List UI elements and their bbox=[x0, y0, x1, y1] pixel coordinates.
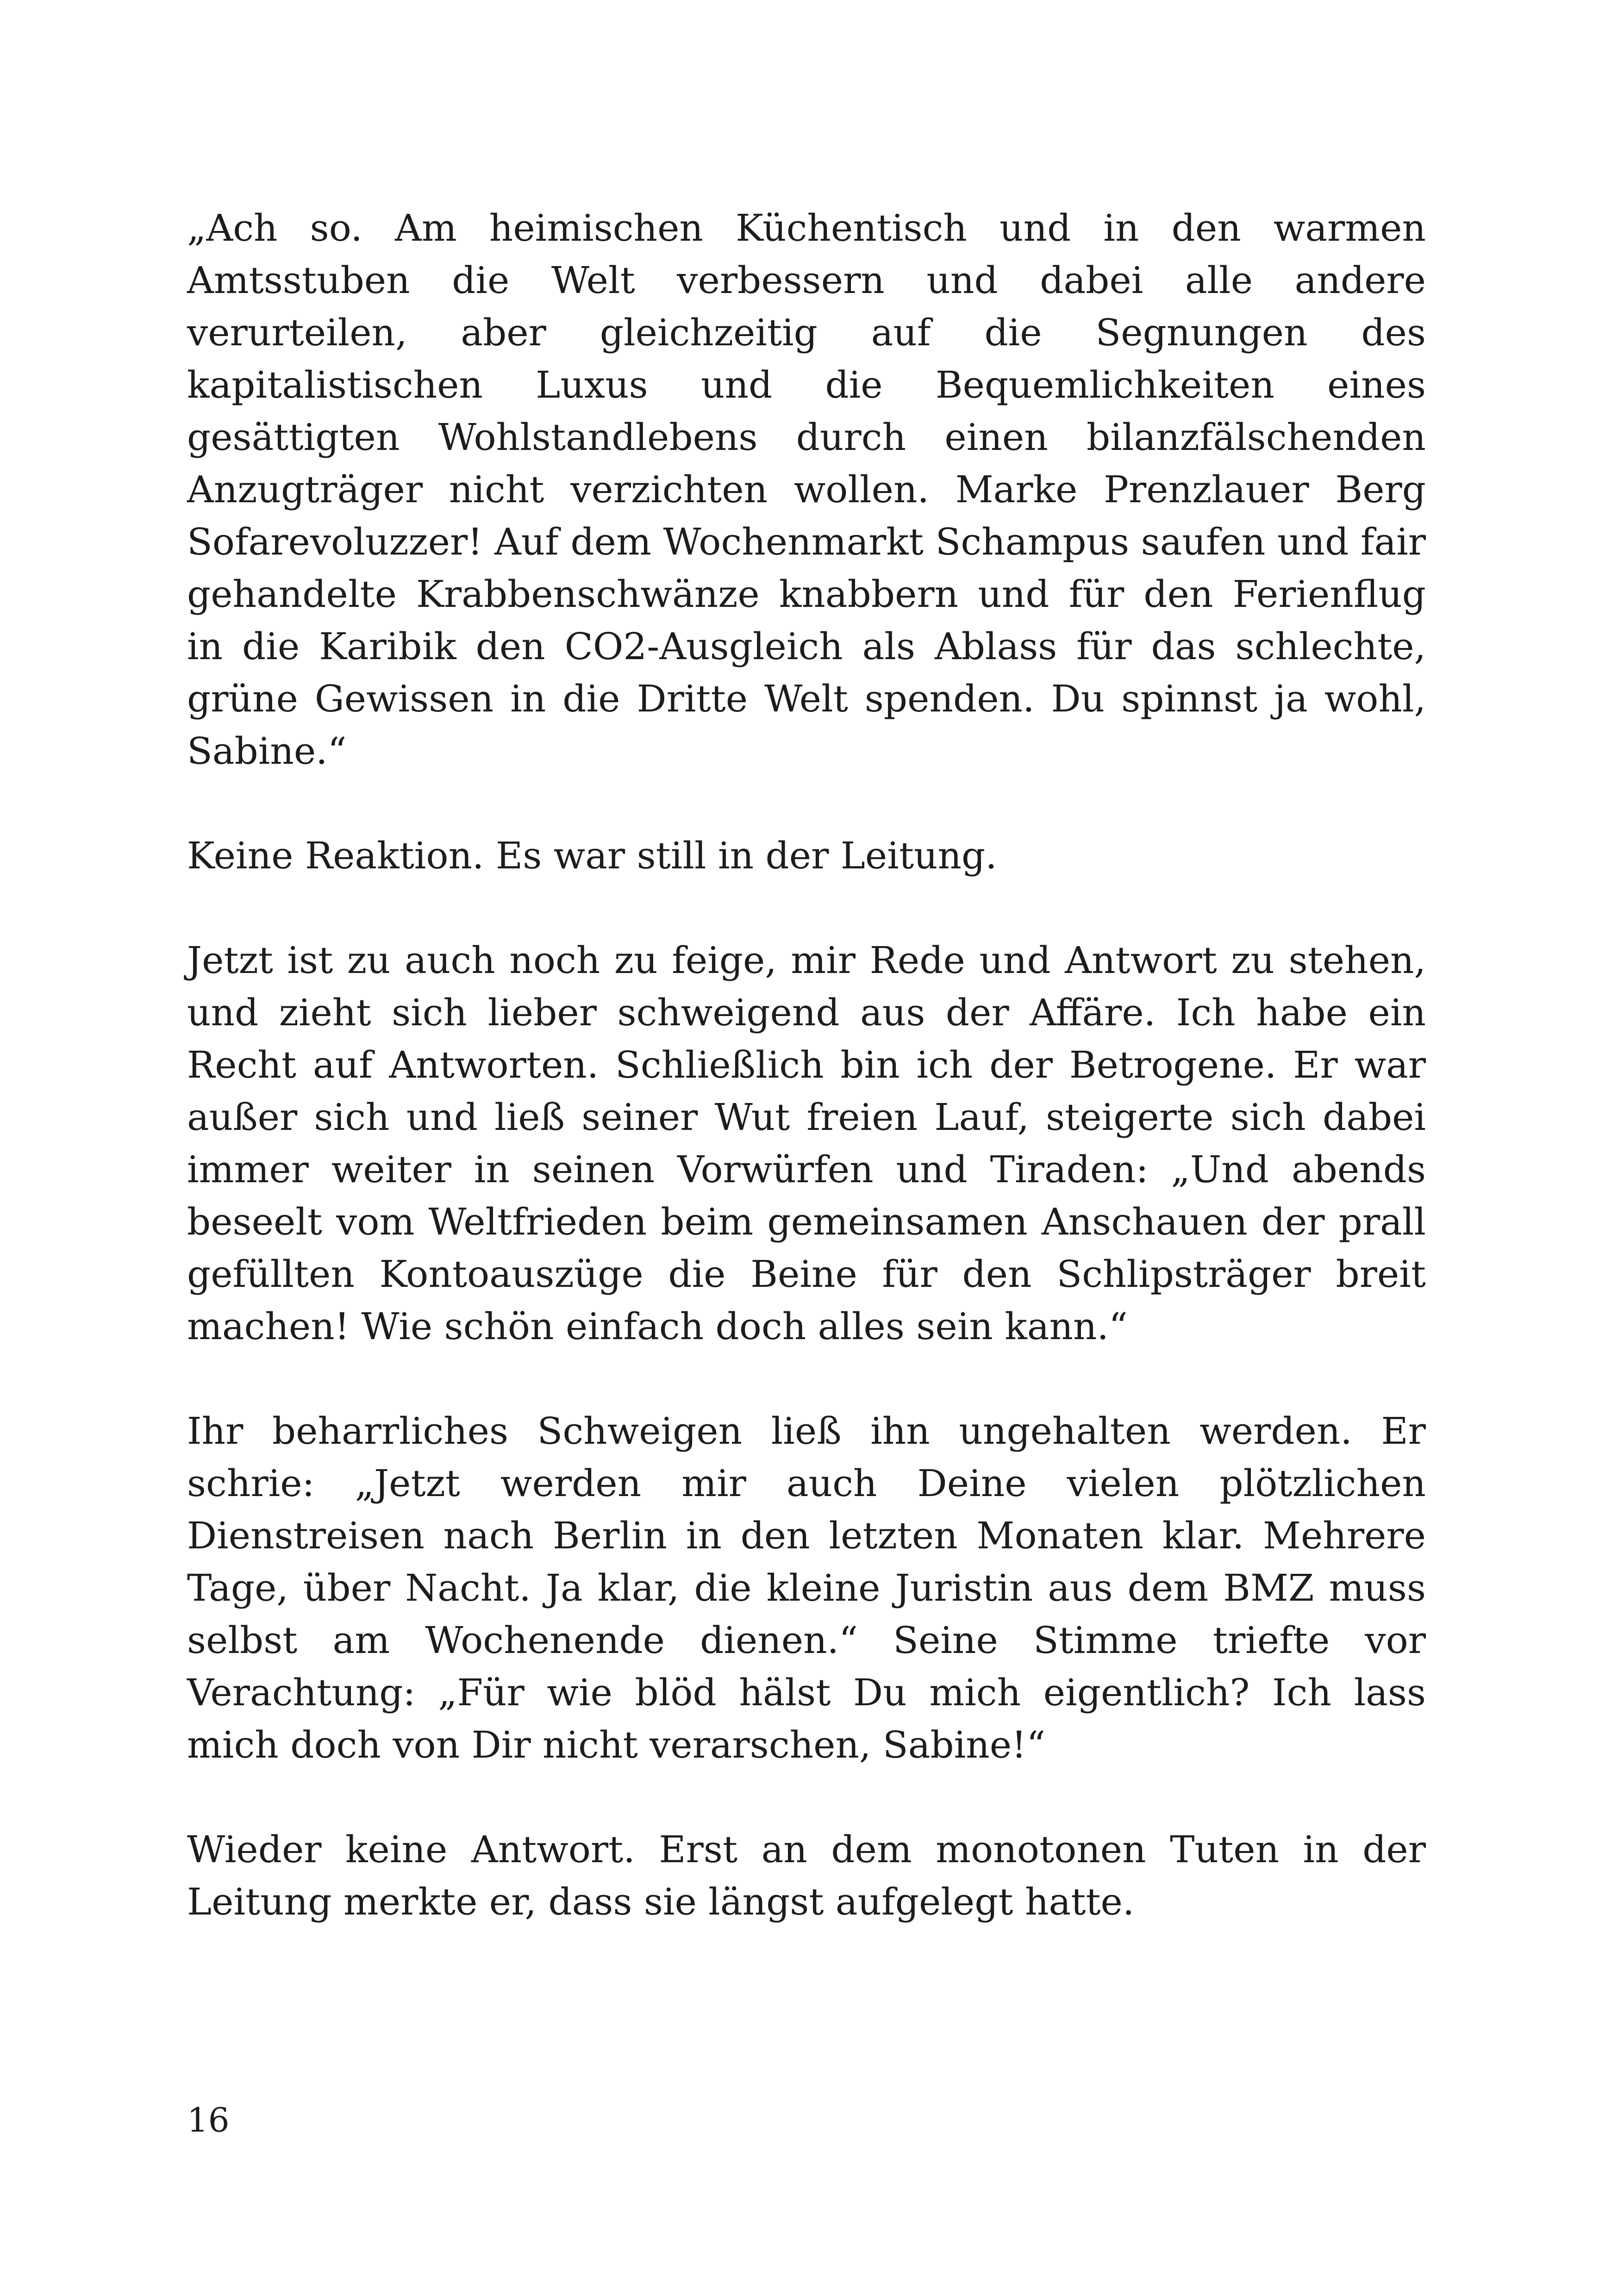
paragraph-3: Jetzt ist zu auch noch zu feige, mir Rede und Antwort zu stehen, und zieht sich lieber schweigend aus der Affäre. Ich habe ein Recht auf Antworten. Schließlich bin ich der Betrogene. Er war außer sich und ließ seiner Wut freien Lauf, steigerte sich dabei immer weiter in seinen Vorwürfen und Tiraden: „Und abends beseelt vom Weltfrieden beim gemeinsamen Anschauen der prall gefüllten Kontoauszüge die Beine für den Schlipsträger breit machen! Wie schön einfach doch alles sein kann.“ bbox=[187, 939, 1426, 1348]
paragraph-2: Keine Reaktion. Es war still in der Leitung. bbox=[187, 834, 997, 877]
paragraph-1: „Ach so. Am heimischen Küchentisch und in den warmen Amtsstuben die Welt verbessern und dabei alle andere verurteilen, aber gleichzeitig auf die Segnungen des kapitalistischen Luxus und die Bequemlichkeiten eines gesättigten Wohlstandlebens durch einen bilanzfälschenden Anzugträger nicht verzichten wollen. Marke Prenzlauer Berg Sofarevoluzzer! Auf dem Wochenmarkt Schampus saufen und fair gehandelte Krabbenschwänze knabbern und für den Ferienflug in die Karibik den CO2-Ausgleich als Ablass für das schlechte, grüne Gewissen in die Dritte Welt spenden. Du spinnst ja wohl, Sabine.“ bbox=[187, 206, 1426, 773]
paragraph-4: Ihr beharrliches Schweigen ließ ihn ungehalten werden. Er schrie: „Jetzt werden mir auch Deine vielen plötzlichen Dienstreisen nach Berlin in den letzten Monaten klar. Mehrere Tage, über Nacht. Ja klar, die kleine Juristin aus dem BMZ muss selbst am Wochenende dienen.“ Seine Stimme triefte vor Verachtung: „Für wie blöd hälst Du mich eigentlich? Ich lass mich doch von Dir nicht verarschen, Sabine!“ bbox=[187, 1409, 1426, 1766]
body-text bbox=[187, 202, 1426, 1980]
paragraph-5: Wieder keine Antwort. Erst an dem monotonen Tuten in der Leitung merkte er, dass sie längst aufgelegt hatte. bbox=[187, 1828, 1426, 1923]
page-number: 16 bbox=[187, 2101, 230, 2139]
